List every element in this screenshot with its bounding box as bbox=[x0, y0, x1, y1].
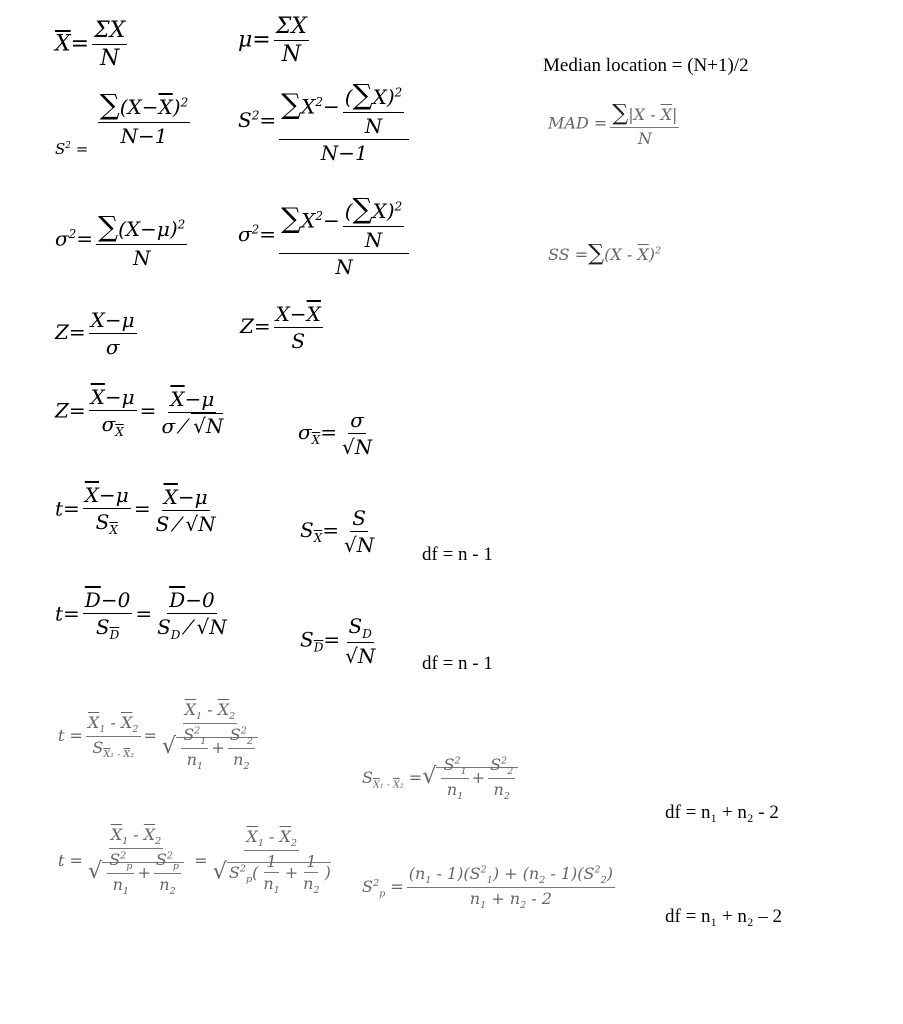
formula-z-population: Z= $\frac{X-\mu}{\sigma}$ bbox=[55, 308, 135, 359]
formula-variance-population-definition: $\sigma^2=$ $\frac{\sum(X-\mu)^2}{N}$ bbox=[55, 210, 186, 270]
formula-z-sample-mean: Z= $\frac{\overline{X}-\mu}{\sigma_{\overline{X}}}$ = $\frac{\overline{X}-\mu}{\sigma ⁄ √N}$ bbox=[55, 385, 224, 439]
df-note-pooled: df = n₁ + n₂ – 2 bbox=[665, 906, 783, 927]
formula-variance-sample-computational: $S^2=$ $\sum X^2-$ $\frac{(\sum X)^2}{N}$ N−1 bbox=[238, 78, 412, 165]
formula-t-related-samples: t= $\frac{\overline{D}-0}{S_{\overline{D}}}$ = $\frac{\overline{D}-0}{S_D ⁄ √N}$ bbox=[55, 588, 227, 642]
formula-standard-error-sample: $S_{\overline{X}}=$ $\frac{S}{√N}$ bbox=[300, 506, 375, 557]
df-note-single: df = n - 1 bbox=[422, 544, 493, 565]
formula-mean-sample: $\overline{X}=$ $\frac{\Sigma X}{N}$ bbox=[55, 18, 126, 71]
df-note-related: df = n - 1 bbox=[422, 653, 493, 674]
formula-sum-of-squares: SS $=\sum(X - \overline{X})^2$ bbox=[548, 240, 662, 266]
df-note-independent: df = n₁ + n₂ - 2 bbox=[665, 802, 779, 823]
formula-z-sample: Z= $\frac{X-\overline{X}}{S}$ bbox=[240, 302, 321, 353]
formula-variance-sample-definition: $_{S^2 =}$ $\frac{\sum(X-\overline{X})^2}{N-1}$ bbox=[55, 88, 189, 158]
formula-t-pooled-variance: t = $\overline{X}_1 - \overline{X}_2$ √ $\frac{S^2_p}{n_1}$ + $\frac{S^2_p}{n_2}$ = $\overline{X}_1 - \overline{X}_2$ √ $S^2_p$( $\frac{1}{n_1}$ + $\frac{1}{n_2}$ ) bbox=[58, 825, 331, 898]
formula-mad: MAD = $\frac{\sum|X - \overline{X}|}{N}$ bbox=[548, 100, 678, 148]
median-location-note: Median location = (N+1)/2 bbox=[543, 55, 749, 76]
formula-standard-error-difference: $S_{\overline{D}}=$ $\frac{S_D}{√N}$ bbox=[300, 614, 376, 668]
formula-t-single-sample: t= $\frac{\overline{X}-\mu}{S_{\overline{X}}}$ = $\frac{\overline{X}-\mu}{S ⁄ √N}$ bbox=[55, 483, 216, 537]
formula-pooled-variance: $S^2_p$ = $\frac{(n_1 - 1)(S^2_1) + (n_2 - 1)(S^2_2)}{n_1 + n_2 - 2}$ bbox=[362, 864, 613, 912]
formula-mean-population: μ= $\frac{\Sigma X}{N}$ bbox=[238, 14, 307, 67]
formula-t-independent-samples: t = $\frac{\overline{X}_1 - \overline{X}_2}{S_{\overline{X}_1 - \overline{X}_2}}$ = $\overline{X}_1 - \overline{X}_2$ √ $\frac{S^2_1}{n_1}$ + $\frac{S^2_2}{n_2}$ bbox=[58, 700, 263, 773]
formula-standard-error-independent: $S_{\overline{X}_1 - \overline{X}_2}$ =√ $\frac{S^2_1}{n_1}$ + $\frac{S^2_2}{n_2}$ bbox=[362, 755, 518, 802]
formula-standard-error-population: $\sigma_{\overline{X}}=$ $\frac{\sigma}{√N}$ bbox=[298, 408, 373, 459]
formula-variance-population-computational: $\sigma^2=$ $\sum X^2-$ $\frac{(\sum X)^2}{N}$ N bbox=[238, 192, 412, 279]
